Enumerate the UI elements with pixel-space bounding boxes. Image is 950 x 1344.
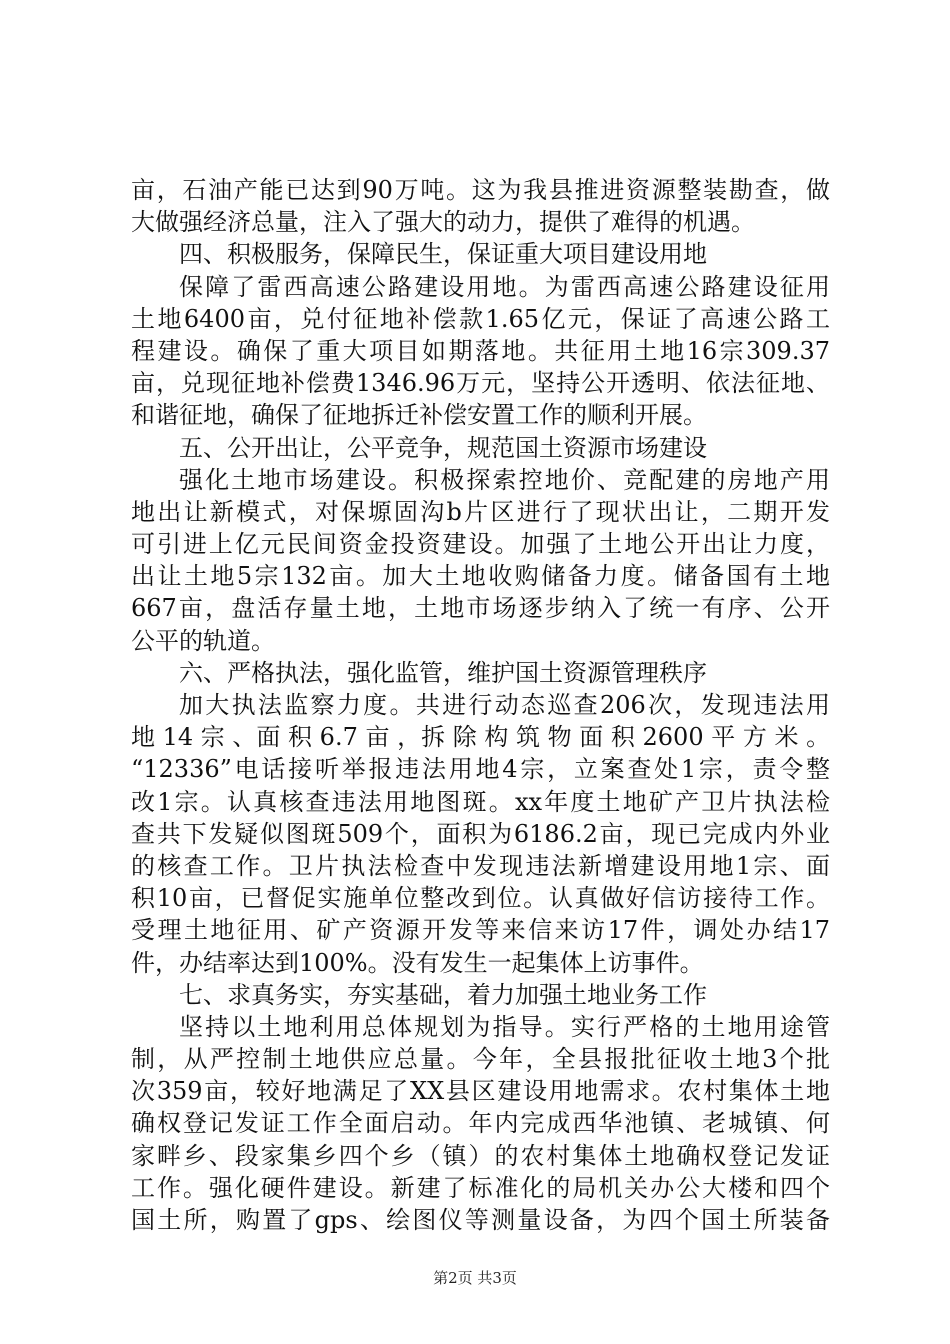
text-line: 可引进上亿元民间资金投资建设。加强了土地公开出让力度， bbox=[131, 530, 830, 559]
text-line: 工作。强化硬件建设。新建了标准化的局机关办公大楼和四个 bbox=[131, 1173, 830, 1202]
text-line: 七、求真务实，夯实基础，着力加强土地业务工作 bbox=[179, 980, 707, 1009]
text-line: 坚持以土地利用总体规划为指导。实行严格的土地用途管 bbox=[179, 1012, 830, 1041]
text-line: 亩，兑现征地补偿费1346.96万元，坚持公开透明、依法征地、 bbox=[131, 369, 830, 398]
text-line: 四、积极服务，保障民生，保证重大项目建设用地 bbox=[179, 240, 707, 269]
text-line: 土地6400亩，兑付征地补偿款1.65亿元，保证了高速公路工 bbox=[131, 304, 830, 333]
text-line: 大做强经济总量，注入了强大的动力，提供了难得的机遇。 bbox=[131, 208, 755, 237]
text-line: 强化土地市场建设。积极探索控地价、竞配建的房地产用 bbox=[179, 465, 830, 494]
text-line: 667亩，盘活存量土地，土地市场逐步纳入了统一有序、公开 bbox=[131, 594, 830, 623]
text-line: 程建设。确保了重大项目如期落地。共征用土地16宗309.37 bbox=[131, 336, 830, 365]
text-line: 地 14 宗 、面 积 6.7 亩 ，拆 除 构 筑 物 面 积 2600 平 方 米 。 bbox=[131, 723, 830, 752]
text-line: 加大执法监察力度。共进行动态巡查206次，发现违法用 bbox=[179, 691, 830, 719]
text-line: 件，办结率达到100%。没有发生一起集体上访事件。 bbox=[131, 948, 704, 977]
text-line: 确权登记发证工作全面启动。年内完成西华池镇、老城镇、何 bbox=[131, 1109, 830, 1138]
text-line: 受理土地征用、矿产资源开发等来信来访17件，调处办结17 bbox=[131, 916, 830, 945]
text-line: 积10亩，已督促实施单位整改到位。认真做好信访接待工作。 bbox=[131, 884, 830, 913]
text-line: 家畔乡、段家集乡四个乡（镇）的农村集体土地确权登记发证 bbox=[131, 1141, 830, 1170]
text-line: 次359亩，较好地满足了XX县区建设用地需求。农村集体土地 bbox=[131, 1077, 830, 1106]
text-line: 地出让新模式，对保塬固沟b片区进行了现状出让，二期开发 bbox=[131, 497, 830, 526]
document-body bbox=[131, 174, 830, 1236]
text-line: “12336”电话接听举报违法用地4宗，立案查处1宗，责令整 bbox=[131, 755, 830, 784]
text-line: 国土所，购置了gps、绘图仪等测量设备，为四个国土所装备 bbox=[131, 1206, 830, 1234]
text-line: 的核查工作。卫片执法检查中发现违法新增建设用地1宗、面 bbox=[131, 851, 830, 880]
text-line: 出让土地5宗132亩。加大土地收购储备力度。储备国有土地 bbox=[131, 562, 830, 591]
text-line: 保障了雷西高速公路建设用地。为雷西高速公路建设征用 bbox=[179, 272, 830, 301]
text-line: 和谐征地，确保了征地拆迁补偿安置工作的顺利开展。 bbox=[131, 401, 707, 430]
page-footer: 第2页 共3页 bbox=[433, 1269, 517, 1287]
text-line: 查共下发疑似图斑509个，面积为6186.2亩，现已完成内外业 bbox=[131, 819, 830, 848]
text-line: 公平的轨道。 bbox=[131, 626, 275, 655]
text-line: 六、严格执法，强化监管，维护国土资源管理秩序 bbox=[179, 658, 707, 687]
text-line: 亩，石油产能已达到90万吨。这为我县推进资源整装勘查，做 bbox=[131, 176, 830, 204]
text-line: 改1宗。认真核查违法用地图斑。xx年度土地矿产卫片执法检 bbox=[131, 787, 830, 816]
text-line: 五、公开出让，公平竞争，规范国土资源市场建设 bbox=[179, 433, 707, 462]
text-line: 制，从严控制土地供应总量。今年，全县报批征收土地3个批 bbox=[131, 1045, 830, 1074]
